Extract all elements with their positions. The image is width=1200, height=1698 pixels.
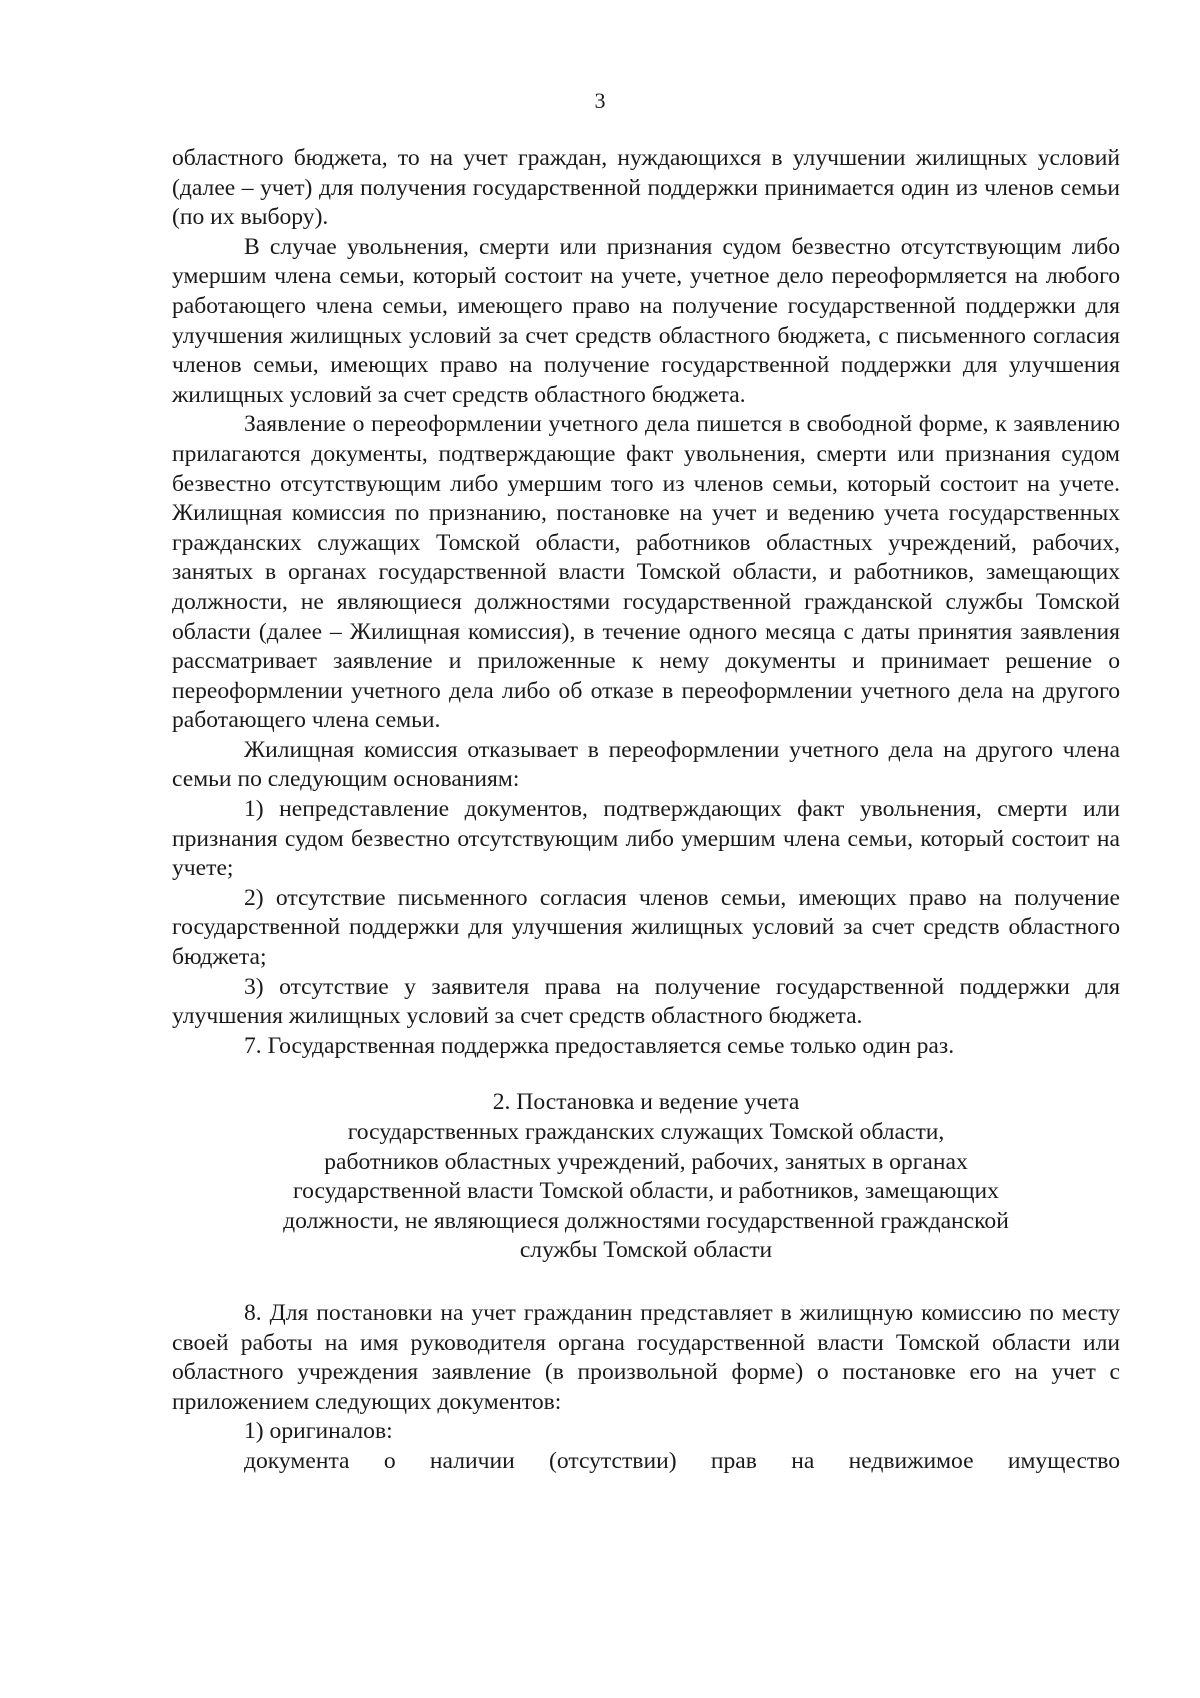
paragraphs-before (172, 144, 1120, 1061)
section-title-line: государственной власти Томской области, и работников, замещающих (293, 1178, 999, 1205)
paragraph: 3) отсутствие у заявителя права на получение государственной поддержки для улучшения жилищных условий за счет средств областного бюджета. (172, 973, 1120, 1030)
paragraph: 2) отсутствие письменного согласия членов семьи, имеющих право на получение государственной поддержки для улучшения жилищных условий за счет средств областного бюджета; (172, 884, 1120, 971)
paragraph: Жилищная комиссия отказывает в переоформлении учетного дела на другого члена семьи по следующим основаниям: (172, 736, 1120, 793)
paragraphs-after (172, 1299, 1120, 1477)
document-body (172, 144, 1120, 1477)
page-number: 3 (594, 88, 606, 113)
section-heading (172, 1088, 1120, 1266)
section-title-line: службы Томской области (519, 1237, 773, 1264)
paragraph: В случае увольнения, смерти или признания судом безвестно отсутствующим либо умершим члена семьи, который состоит на учете, учетное дело переоформляется на любого работающего члена семьи, имеющего право на получение государственной поддержки для улучшения жилищных условий за счет средств областного бюджета, с письменного согласия членов семьи, имеющих право на получение государственной поддержки для улучшения жилищных условий за счет средств областного бюджета. (172, 233, 1120, 408)
paragraph: 1) оригиналов: (244, 1418, 393, 1445)
paragraph: 8. Для постановки на учет гражданин представляет в жилищную комиссию по месту своей работы на имя руководителя органа государственной власти Томской области или областного учреждения заявление (в произвольной форме) о постановке его на учет с приложением следующих документов: (172, 1299, 1120, 1415)
section-title-line: должности, не являющиеся должностями государственной гражданской (283, 1207, 1009, 1234)
paragraph: 1) непредставление документов, подтверждающих факт увольнения, смерти или признания судом безвестно отсутствующим либо умершим члена семьи, который состоит на учете; (172, 796, 1120, 882)
paragraph: областного бюджета, то на учет граждан, нуждающихся в улучшении жилищных условий (далее – учет) для получения государственной поддержки принимается один из членов семьи (по их выбору). (172, 145, 1120, 231)
section-title-line: работников областных учреждений, рабочих, занятых в органах (324, 1148, 968, 1175)
paragraph: Заявление о переоформлении учетного дела пишется в свободной форме, к заявлению прилагаются документы, подтверждающие факт увольнения, смерти или признания судом безвестно отсутствующим либо умершим того из членов семьи, который состоит на учете. Жилищная комиссия по признанию, постановке на учет и ведению учета государственных гражданских служащих Томской области, работников областных учреждений, рабочих, занятых в органах государственной власти Томской области, и работников, замещающих должности, не являющиеся должностями государственной гражданской службы Томской области (далее – Жилищная комиссия), в течение одного месяца с даты принятия заявления рассматривает заявление и приложенные к нему документы и принимает решение о переоформлении учетного дела либо об отказе в переоформлении учетного дела на другого работающего члена семьи. (172, 411, 1120, 734)
paragraph: документа о наличии (отсутствии) прав на недвижимое имущество (244, 1447, 1120, 1474)
paragraph: 7. Государственная поддержка предоставляется семье только один раз. (244, 1032, 955, 1059)
section-title-line: государственных гражданских служащих Томской области, (347, 1119, 945, 1145)
section-title: 2. Постановка и ведение учета (492, 1089, 800, 1116)
